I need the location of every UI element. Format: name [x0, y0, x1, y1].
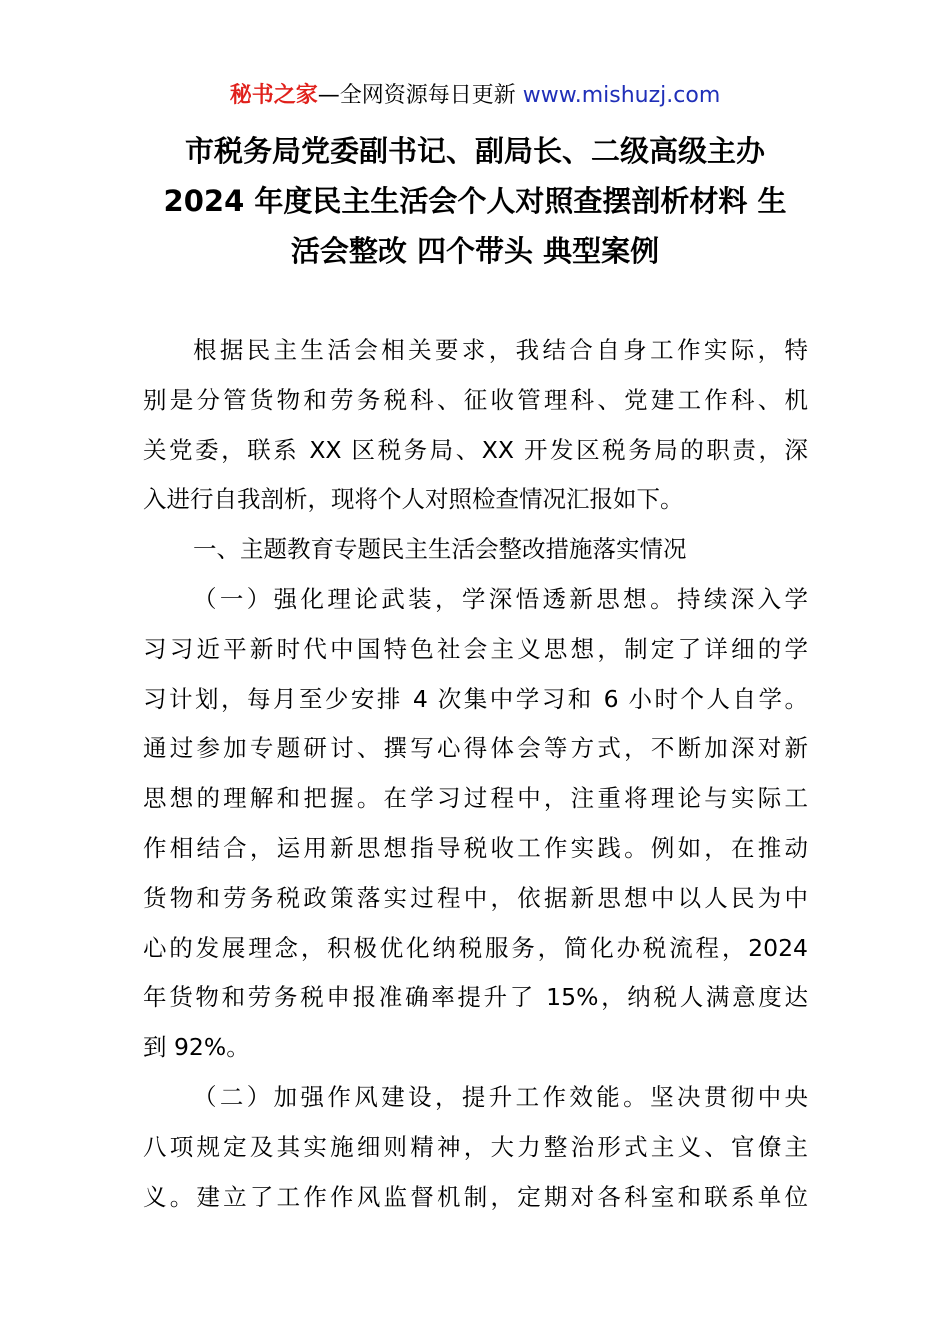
paragraph-line: 根据民主生活会相关要求，我结合自身工作实际，特 — [193, 336, 808, 364]
title-line: 2024 年度民主生活会个人对照查摆剖析材料 生 — [163, 184, 787, 218]
paragraph-line: （一）强化理论武装，学深悟透新思想。持续深入学 — [193, 584, 808, 613]
paragraph-line: （二）加强作风建设，提升工作效能。坚决贯彻中央 — [193, 1082, 808, 1111]
section-heading: 一、主题教育专题民主生活会整改措施落实情况 — [193, 535, 687, 564]
paragraph-line: 习计划，每月至少安排 4 次集中学习和 6 小时个人自学。 — [143, 684, 808, 713]
paragraph-line: 货物和劳务税政策落实过程中，依据新思想中以人民为中 — [143, 883, 808, 912]
paragraph-line: 思想的理解和把握。在学习过程中，注重将理论与实际工 — [143, 784, 808, 813]
site-brand: 秘书之家 — [229, 83, 318, 108]
paragraph-line: 习习近平新时代中国特色社会主义思想，制定了详细的学 — [143, 634, 808, 663]
title-line: 市税务局党委副书记、副局长、二级高级主办 — [184, 134, 765, 168]
paragraph-line: 义。建立了工作作风监督机制，定期对各科室和联系单位 — [143, 1182, 808, 1211]
site-header — [0, 80, 950, 112]
paragraph-line: 别是分管货物和劳务税科、征收管理科、党建工作科、机 — [143, 385, 808, 414]
paragraph-line: 作相结合，运用新思想指导税收工作实践。例如，在推动 — [143, 833, 808, 862]
paragraph-line: 入进行自我剖析，现将个人对照检查情况汇报如下。 — [143, 485, 684, 514]
paragraph-line: 通过参加专题研讨、撰写心得体会等方式，不断加深对新 — [143, 734, 808, 763]
title-line: 活会整改 四个带头 典型案例 — [290, 234, 660, 268]
paragraph-line: 年货物和劳务税申报准确率提升了 15%，纳税人满意度达 — [143, 983, 808, 1012]
paragraph-line: 到 92%。 — [143, 1033, 250, 1062]
site-tagline: —全网资源每日更新 — [317, 83, 516, 108]
paragraph-line: 心的发展理念，积极优化纳税服务，简化办税流程，2024 — [143, 933, 808, 962]
paragraph-line: 关党委，联系 XX 区税务局、XX 开发区税务局的职责，深 — [143, 435, 808, 464]
site-url-link[interactable]: www.mishuzj.com — [522, 83, 721, 108]
document-title — [140, 126, 810, 276]
document-body — [143, 326, 808, 1222]
paragraph-line: 八项规定及其实施细则精神，大力整治形式主义、官僚主 — [143, 1132, 808, 1161]
